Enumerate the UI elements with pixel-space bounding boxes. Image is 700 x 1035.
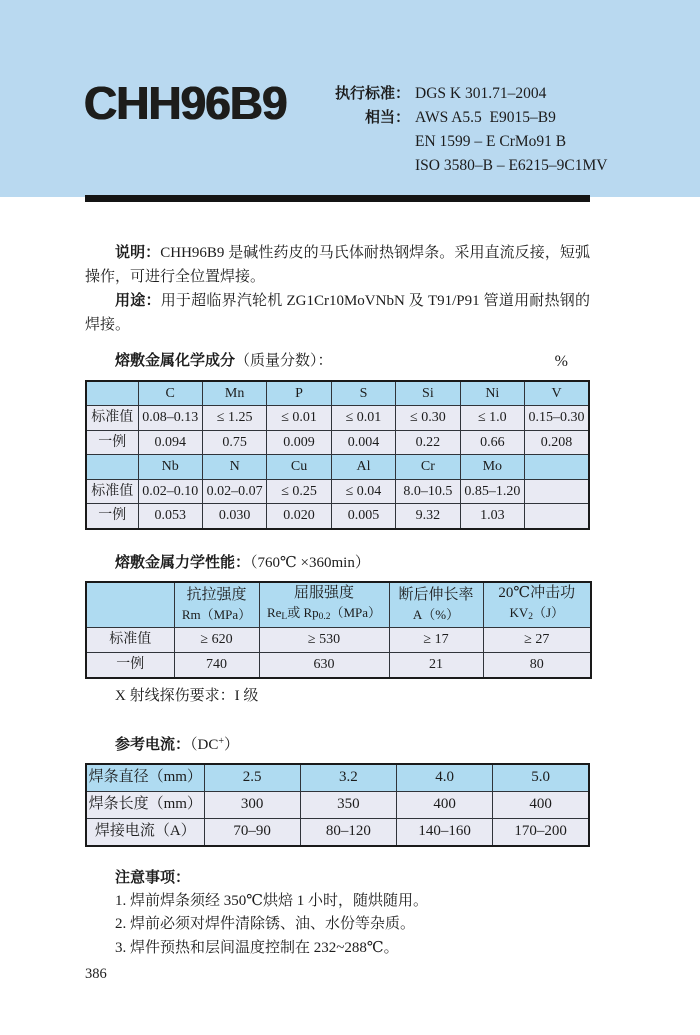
table-cell: ≥ 530: [259, 628, 389, 653]
mech-head-line2: [261, 603, 388, 627]
standard-label: [316, 154, 410, 178]
table-cell: 630: [259, 653, 389, 679]
mech-head-text: KV: [509, 604, 529, 620]
table-cell: 焊接电流（A）: [86, 819, 204, 847]
table-cell: [86, 381, 138, 406]
table-cell: 一例: [86, 430, 138, 455]
chemical-table: [85, 380, 590, 530]
table-cell: [86, 455, 138, 480]
table-cell: 400: [397, 792, 493, 819]
subscript: L: [281, 611, 288, 622]
current-paren: （DC: [190, 736, 219, 753]
mechanical-header-row: [86, 582, 591, 628]
table-cell: V: [525, 381, 589, 406]
subscript: 2: [528, 611, 533, 622]
usage-paragraph: [85, 289, 590, 337]
chemical-title-suffix: （质量分数）：: [235, 353, 333, 369]
table-cell: 0.004: [331, 430, 395, 455]
table-cell: 9.32: [396, 504, 460, 529]
chemical-example-row: [86, 430, 589, 455]
current-amperage-row: [86, 819, 589, 847]
table-cell: P: [267, 381, 331, 406]
table-cell: [525, 479, 589, 504]
table-cell: 标准值: [86, 628, 174, 653]
table-cell: 0.15–0.30: [525, 406, 589, 431]
table-cell: 0.009: [267, 430, 331, 455]
notes-section: [85, 866, 590, 960]
table-cell: 0.02–0.10: [138, 479, 202, 504]
mechanical-title-bold: 熔敷金属力学性能：: [115, 553, 251, 571]
table-cell: ≥ 17: [389, 628, 483, 653]
table-cell: ≤ 0.01: [267, 406, 331, 431]
product-title: CHH96B9: [84, 77, 287, 129]
standard-row: [316, 130, 607, 154]
note-item: 1. 焊前焊条须经 350℃烘焙 1 小时，随烘随用。: [115, 892, 429, 909]
usage-text: 用于超临界汽轮机 ZG1Cr10MoVNbN 及 T91/P91 管道用耐热钢的焊接。: [85, 293, 590, 333]
table-cell: Al: [331, 455, 395, 480]
table-cell: 1.03: [460, 504, 524, 529]
standard-value: EN 1599 – E CrMo91 B: [415, 133, 567, 150]
table-cell: 170–200: [493, 819, 589, 847]
current-diameter-row: [86, 764, 589, 792]
notes-title: 注意事项：: [115, 869, 191, 886]
table-cell: 0.08–0.13: [138, 406, 202, 431]
table-cell: Si: [396, 381, 460, 406]
table-cell: S: [331, 381, 395, 406]
current-section-header: [85, 730, 590, 758]
page-content: [85, 241, 590, 960]
mech-head-line2: [391, 605, 482, 624]
table-cell: ≤ 1.0: [460, 406, 524, 431]
superscript: +: [218, 735, 224, 747]
mechanical-example-row: [86, 653, 591, 679]
table-cell: 一例: [86, 653, 174, 679]
mechanical-table: [85, 581, 592, 679]
table-cell: C: [138, 381, 202, 406]
table-cell: Mo: [460, 455, 524, 480]
table-cell: [174, 582, 259, 628]
page-number: 386: [85, 966, 107, 982]
standard-label: 相当：: [364, 109, 410, 126]
chemical-unit: %: [554, 353, 568, 370]
mech-head-text: 或 Rp: [287, 604, 319, 620]
current-title: [85, 730, 239, 758]
standard-row: [316, 82, 607, 106]
table-cell: 焊条直径（mm）: [86, 764, 204, 792]
standards-block: [316, 82, 607, 178]
table-cell: 标准值: [86, 479, 138, 504]
table-cell: 2.5: [204, 764, 300, 792]
table-cell: ≤ 0.30: [396, 406, 460, 431]
note-item: 2. 焊前必须对焊件清除锈、油、水份等杂质。: [115, 916, 416, 932]
table-cell: Cr: [396, 455, 460, 480]
mech-head-text: Re: [266, 604, 282, 620]
table-cell: 70–90: [204, 819, 300, 847]
table-cell: 0.66: [460, 430, 524, 455]
table-cell: Cu: [267, 455, 331, 480]
table-cell: 80–120: [300, 819, 396, 847]
header-divider-bar: [85, 195, 590, 202]
chemical-header-row: [86, 455, 589, 480]
standard-row: [316, 154, 607, 178]
mech-head-line1: 抗拉强度: [186, 587, 247, 603]
note-item: 3. 焊件预热和层间温度控制在 232~288℃。: [115, 939, 399, 956]
table-cell: [525, 455, 589, 480]
table-cell: Nb: [138, 455, 202, 480]
mech-head-text: Rm（MPa）: [181, 607, 252, 622]
mech-head-line2: [176, 605, 258, 624]
mechanical-title: [85, 551, 370, 576]
table-cell: ≤ 1.25: [202, 406, 266, 431]
current-title-bold: 参考电流：: [115, 735, 191, 753]
standard-label: 执行标准：: [334, 85, 410, 102]
table-cell: 焊条长度（mm）: [86, 792, 204, 819]
mech-head-line2: [485, 603, 590, 627]
mechanical-section-header: [85, 551, 590, 576]
table-cell: 0.053: [138, 504, 202, 529]
table-cell: 350: [300, 792, 396, 819]
table-cell: 标准值: [86, 406, 138, 431]
chemical-title: [85, 349, 333, 374]
mech-head-text: （J）: [532, 604, 565, 620]
table-cell: 3.2: [300, 764, 396, 792]
table-cell: 80: [483, 653, 591, 679]
table-cell: 0.030: [202, 504, 266, 529]
mech-head-line1: 20℃冲击功: [498, 584, 576, 601]
chemical-standard-row: [86, 406, 589, 431]
table-cell: 0.094: [138, 430, 202, 455]
subscript: 0.2: [318, 611, 331, 622]
mech-head-text: （MPa）: [330, 604, 382, 620]
mechanical-standard-row: [86, 628, 591, 653]
mechanical-title-paren: （760℃ ×360min）: [250, 554, 370, 571]
table-cell: N: [202, 455, 266, 480]
table-cell: Mn: [202, 381, 266, 406]
standard-row: [316, 106, 607, 130]
description-text: CHH96B9 是碱性药皮的马氏体耐热钢焊条。采用直流反接，短弧操作，可进行全位置焊接。: [85, 245, 590, 285]
standard-value: ISO 3580–B – E6215–9C1MV: [415, 157, 608, 174]
chemical-section-header: [85, 349, 590, 374]
current-length-row: [86, 792, 589, 819]
standard-value: AWS A5.5 E9015–B9: [415, 109, 556, 126]
usage-label: 用途：: [115, 292, 161, 309]
table-cell: 0.020: [267, 504, 331, 529]
description-label: 说明：: [115, 244, 161, 261]
mech-head-line1: 断后伸长率: [398, 587, 474, 603]
description-paragraph: [85, 241, 590, 289]
table-cell: ≤ 0.25: [267, 479, 331, 504]
table-cell: 0.22: [396, 430, 460, 455]
table-cell: 21: [389, 653, 483, 679]
table-cell: [86, 582, 174, 628]
standard-label: [316, 130, 410, 154]
table-cell: 5.0: [493, 764, 589, 792]
mech-head-text: A（%）: [412, 607, 460, 622]
table-cell: 8.0–10.5: [396, 479, 460, 504]
table-cell: ≥ 620: [174, 628, 259, 653]
table-cell: 740: [174, 653, 259, 679]
table-cell: 400: [493, 792, 589, 819]
standard-value: DGS K 301.71–2004: [415, 85, 547, 102]
table-cell: 一例: [86, 504, 138, 529]
current-paren: ）: [224, 736, 240, 753]
table-cell: [525, 504, 589, 529]
chemical-title-bold: 熔敷金属化学成分: [115, 352, 236, 369]
table-cell: 0.85–1.20: [460, 479, 524, 504]
chemical-standard-row: [86, 479, 589, 504]
table-cell: [483, 582, 591, 628]
table-cell: [389, 582, 483, 628]
xray-requirement: X 射线探伤要求：I 级: [115, 688, 259, 704]
table-cell: 0.02–0.07: [202, 479, 266, 504]
table-cell: ≤ 0.04: [331, 479, 395, 504]
current-table: [85, 763, 590, 847]
table-cell: 300: [204, 792, 300, 819]
table-cell: ≤ 0.01: [331, 406, 395, 431]
chemical-header-row: [86, 381, 589, 406]
table-cell: 4.0: [397, 764, 493, 792]
chemical-example-row: [86, 504, 589, 529]
mech-head-line1: 屈服强度: [293, 584, 354, 601]
table-cell: Ni: [460, 381, 524, 406]
table-cell: 140–160: [397, 819, 493, 847]
table-cell: ≥ 27: [483, 628, 591, 653]
table-cell: 0.75: [202, 430, 266, 455]
table-cell: 0.005: [331, 504, 395, 529]
table-cell: [259, 582, 389, 628]
header-band: [0, 0, 700, 197]
table-cell: 0.208: [525, 430, 589, 455]
